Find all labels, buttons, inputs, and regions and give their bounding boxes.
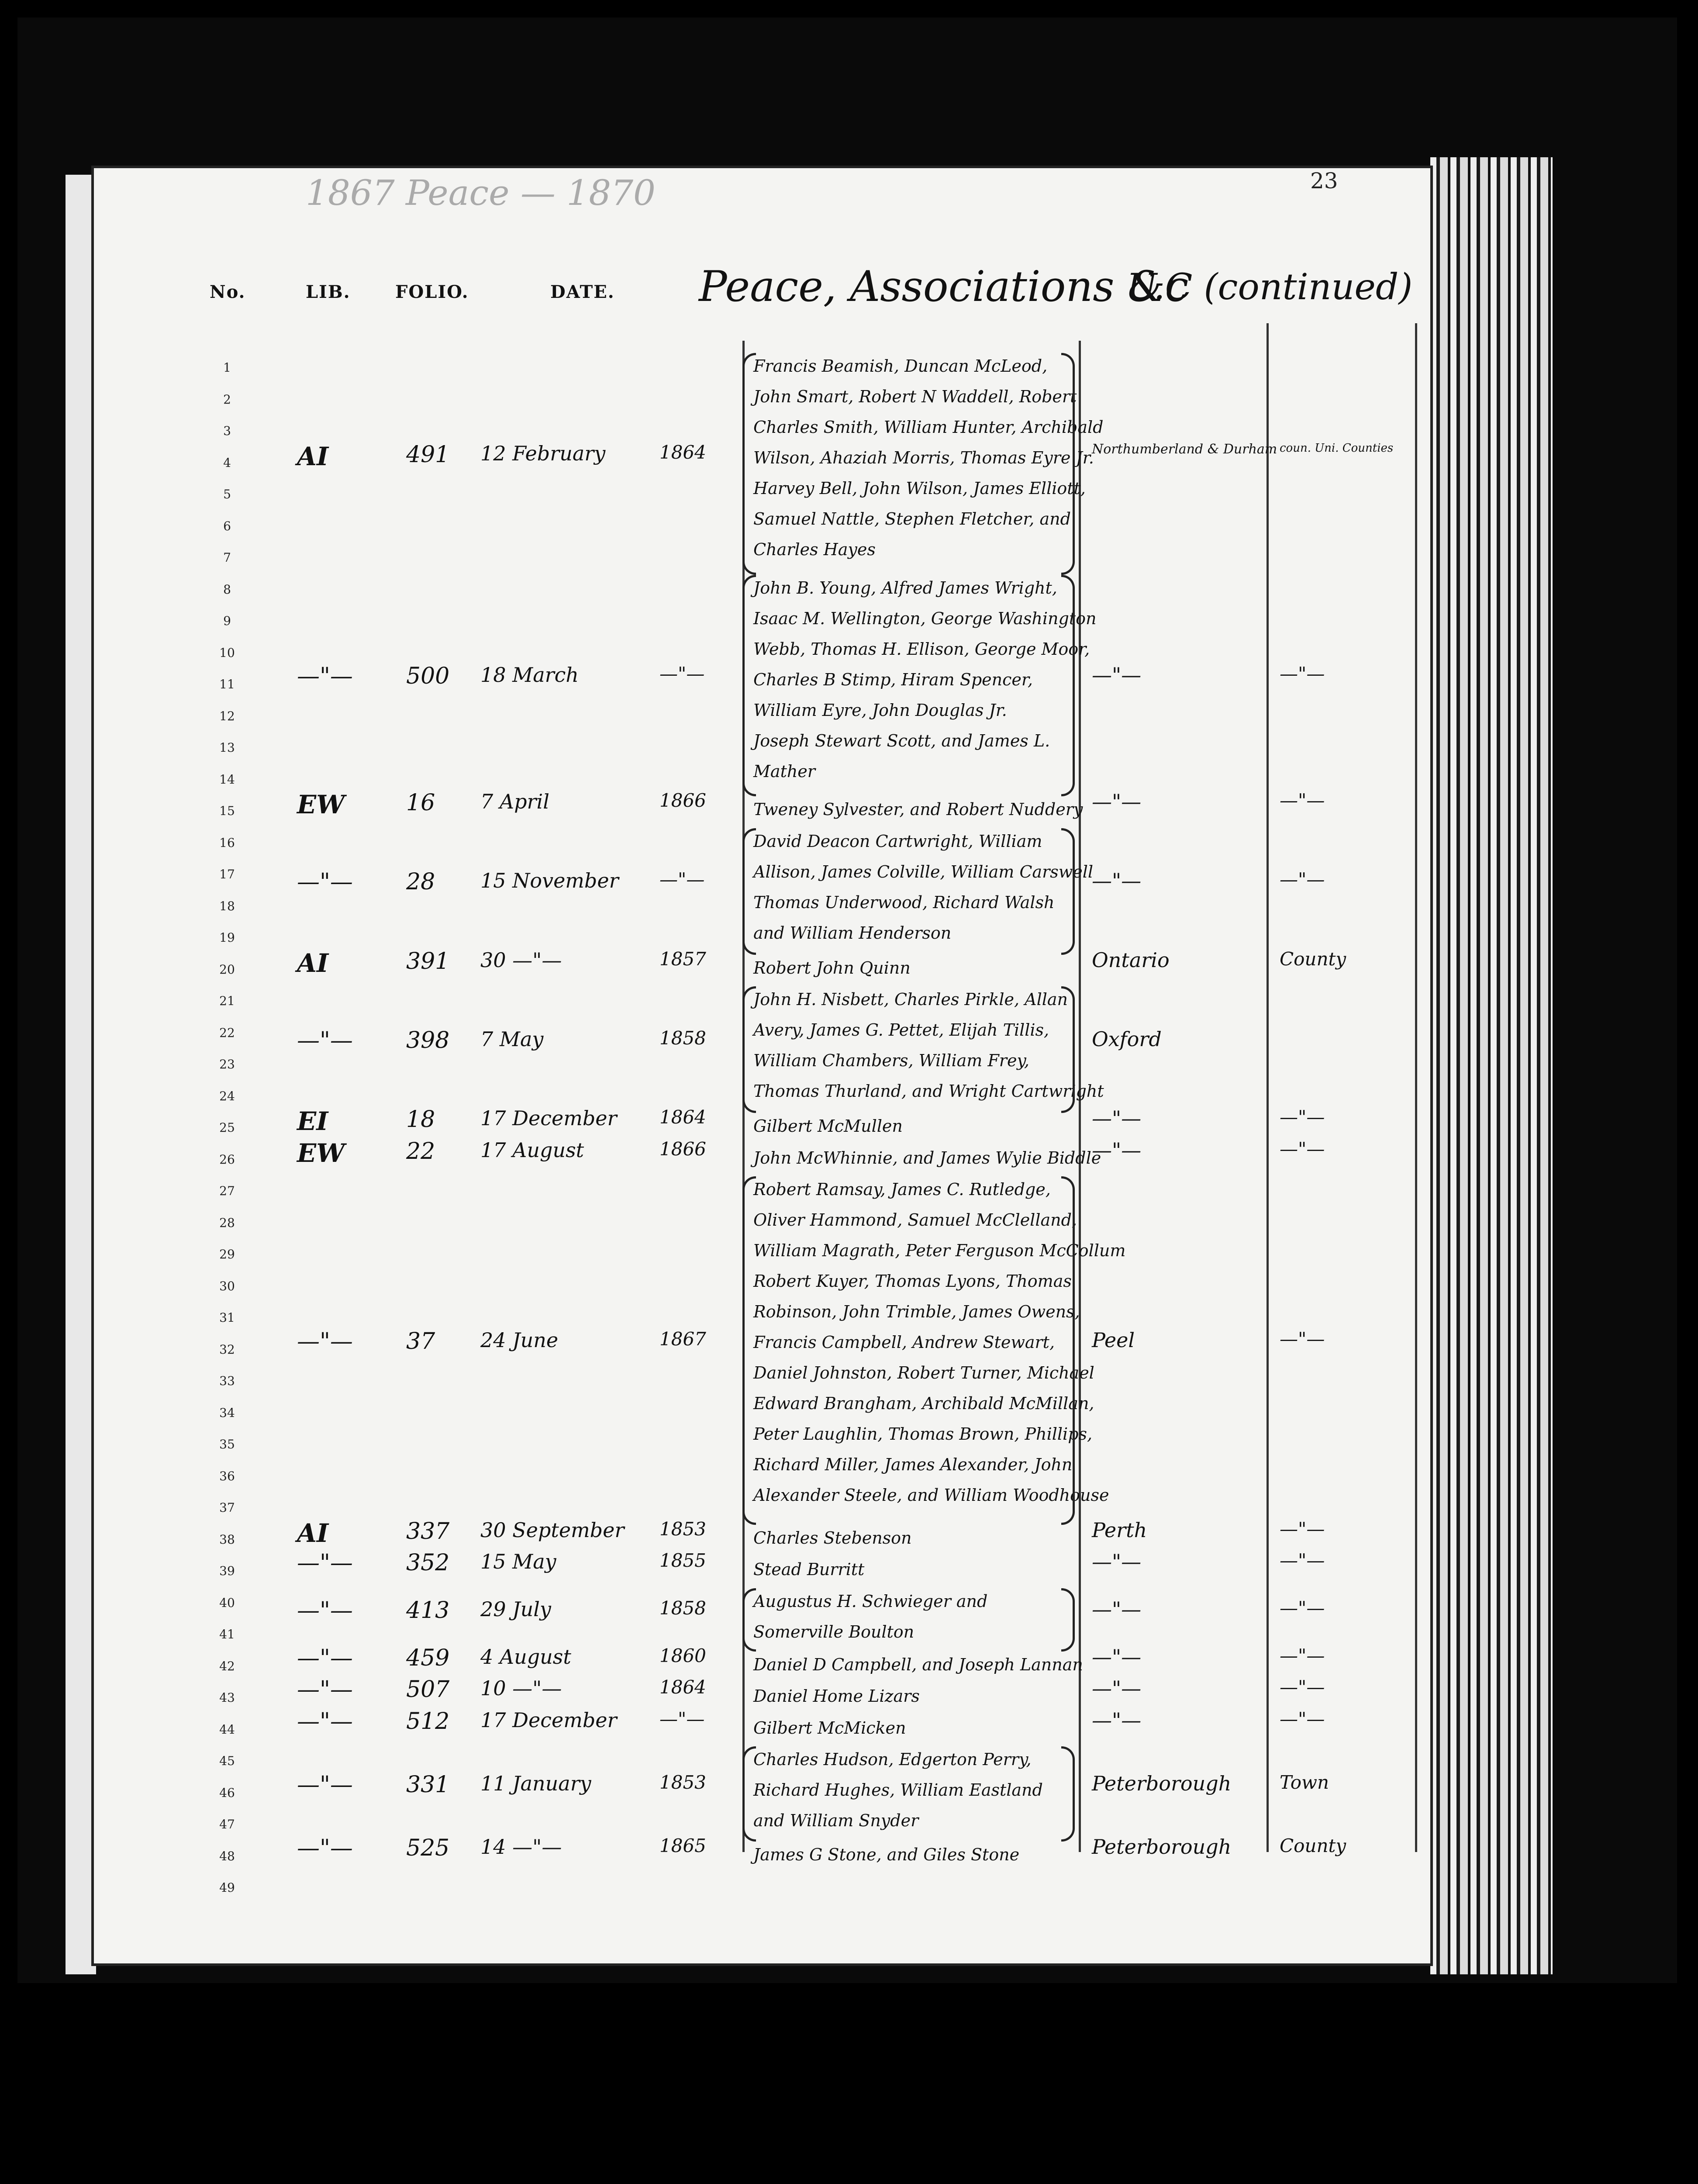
name-line: John H. Nisbett, Charles Pirkle, Allan bbox=[753, 990, 1068, 1009]
row-number: 11 bbox=[219, 677, 235, 691]
entry-date: 17 August bbox=[480, 1138, 584, 1162]
entry-date: 4 August bbox=[480, 1645, 571, 1669]
entry-county: Northumberland & Durham bbox=[1092, 441, 1277, 457]
entry-names bbox=[753, 1111, 903, 1141]
entry-county: —"— bbox=[1092, 1106, 1142, 1130]
entry-lib: —"— bbox=[297, 1597, 353, 1624]
row-number: 28 bbox=[219, 1215, 235, 1230]
name-line: Daniel Johnston, Robert Turner, Michael bbox=[753, 1363, 1094, 1382]
name-line: Francis Campbell, Andrew Stewart, bbox=[753, 1333, 1055, 1352]
row-number: 34 bbox=[219, 1405, 235, 1420]
entry-year: 1865 bbox=[659, 1835, 706, 1856]
row-number: 19 bbox=[219, 930, 235, 945]
entry-lib: —"— bbox=[297, 1708, 353, 1735]
name-line: Robert Kuyer, Thomas Lyons, Thomas bbox=[753, 1272, 1072, 1291]
entry-county: —"— bbox=[1092, 1676, 1142, 1700]
row-number: 23 bbox=[219, 1057, 235, 1071]
entry-lib: —"— bbox=[297, 1645, 353, 1671]
entry-folio: 352 bbox=[406, 1550, 450, 1576]
header-folio: FOLIO. bbox=[395, 282, 469, 302]
entry-year: 1853 bbox=[659, 1518, 706, 1540]
entry-type: —"— bbox=[1280, 790, 1325, 811]
entry-names bbox=[753, 1649, 1083, 1680]
name-line: Augustus H. Schwieger and bbox=[753, 1591, 988, 1611]
name-brace-left bbox=[742, 1176, 756, 1525]
entry-type: —"— bbox=[1280, 869, 1325, 891]
name-line: Thomas Thurland, and Wright Cartwright bbox=[753, 1082, 1104, 1101]
entry-names bbox=[753, 573, 1096, 787]
entry-folio: 18 bbox=[406, 1106, 435, 1133]
entry-year: 1855 bbox=[659, 1550, 706, 1571]
row-number: 15 bbox=[219, 804, 235, 818]
row-number: 1 bbox=[223, 360, 231, 375]
entry-county: —"— bbox=[1092, 663, 1142, 687]
name-line: Robinson, John Trimble, James Owens, bbox=[753, 1302, 1080, 1321]
name-line: Edward Brangham, Archibald McMillan, bbox=[753, 1394, 1094, 1413]
name-line: Daniel D Campbell, and Joseph Lannan bbox=[753, 1655, 1083, 1674]
entry-folio: 491 bbox=[406, 441, 450, 468]
name-brace-right bbox=[1061, 1588, 1075, 1652]
entry-lib: —"— bbox=[297, 1835, 353, 1861]
name-line: James G Stone, and Giles Stone bbox=[753, 1845, 1020, 1864]
name-line: William Magrath, Peter Ferguson McCollum bbox=[753, 1241, 1126, 1260]
header-no: No. bbox=[210, 282, 246, 302]
row-number: 30 bbox=[219, 1279, 235, 1293]
header-date: DATE. bbox=[550, 282, 615, 302]
row-number: 45 bbox=[219, 1754, 235, 1768]
entry-names bbox=[753, 1523, 912, 1553]
name-brace-left bbox=[742, 986, 756, 1113]
entry-county: —"— bbox=[1092, 1138, 1142, 1162]
entry-year: —"— bbox=[659, 663, 705, 684]
entry-folio: 22 bbox=[406, 1138, 435, 1165]
entry-type: County bbox=[1280, 1835, 1346, 1856]
entry-year: 1864 bbox=[659, 1106, 706, 1128]
row-number: 3 bbox=[223, 424, 231, 438]
name-line: Charles B Stimp, Hiram Spencer, bbox=[753, 670, 1033, 689]
entry-names bbox=[753, 1554, 864, 1585]
entry-year: —"— bbox=[659, 1708, 705, 1730]
pencil-note: 1867 Peace — 1870 bbox=[306, 173, 656, 213]
entry-lib: —"— bbox=[297, 1328, 353, 1355]
entry-year: 1853 bbox=[659, 1771, 706, 1793]
name-line: Gilbert McMicken bbox=[753, 1718, 906, 1738]
entry-names bbox=[753, 351, 1103, 565]
name-line: Charles Stebenson bbox=[753, 1528, 912, 1548]
entry-type: —"— bbox=[1280, 1518, 1325, 1540]
entry-date: 24 June bbox=[480, 1328, 559, 1352]
name-line: Charles Smith, William Hunter, Archibald bbox=[753, 418, 1104, 437]
row-number: 31 bbox=[219, 1310, 235, 1325]
entry-folio: 525 bbox=[406, 1835, 450, 1861]
entry-folio: 331 bbox=[406, 1771, 450, 1798]
entry-lib: —"— bbox=[297, 1550, 353, 1576]
entry-date: 7 May bbox=[480, 1027, 544, 1051]
row-number: 22 bbox=[219, 1025, 235, 1040]
row-number: 5 bbox=[223, 487, 231, 501]
row-number: 12 bbox=[219, 708, 235, 723]
entry-type: —"— bbox=[1280, 1106, 1325, 1128]
entry-county: Perth bbox=[1092, 1518, 1147, 1542]
row-number: 29 bbox=[219, 1247, 235, 1261]
entry-lib: —"— bbox=[297, 1771, 353, 1798]
row-number: 47 bbox=[219, 1817, 235, 1832]
entry-county: —"— bbox=[1092, 1597, 1142, 1621]
row-number: 32 bbox=[219, 1342, 235, 1357]
entry-folio: 16 bbox=[406, 790, 435, 816]
entry-county: —"— bbox=[1092, 1708, 1142, 1732]
row-number: 16 bbox=[219, 835, 235, 850]
entry-lib: EI bbox=[297, 1106, 328, 1136]
entry-year: 1866 bbox=[659, 790, 706, 811]
entry-county: —"— bbox=[1092, 869, 1142, 893]
entry-folio: 459 bbox=[406, 1645, 450, 1671]
name-line: William Eyre, John Douglas Jr. bbox=[753, 700, 1007, 720]
entry-year: 1857 bbox=[659, 948, 706, 970]
name-line: John Smart, Robert N Waddell, Robert bbox=[753, 387, 1077, 406]
entry-year: —"— bbox=[659, 869, 705, 891]
name-line: Francis Beamish, Duncan McLeod, bbox=[753, 356, 1048, 376]
name-line: Robert Ramsay, James C. Rutledge, bbox=[753, 1180, 1051, 1199]
row-number: 13 bbox=[219, 740, 235, 755]
name-brace-left bbox=[742, 575, 756, 797]
row-number: 14 bbox=[219, 772, 235, 787]
entry-folio: 512 bbox=[406, 1708, 450, 1735]
row-number: 42 bbox=[219, 1659, 235, 1673]
name-line: William Chambers, William Frey, bbox=[753, 1051, 1029, 1070]
entry-year: 1858 bbox=[659, 1027, 706, 1049]
entry-type: —"— bbox=[1280, 1550, 1325, 1571]
row-number: 39 bbox=[219, 1564, 235, 1578]
entry-names bbox=[753, 1143, 1101, 1173]
name-line: Peter Laughlin, Thomas Brown, Phillips, bbox=[753, 1424, 1093, 1444]
name-line: Samuel Nattle, Stephen Fletcher, and bbox=[753, 509, 1071, 529]
name-line: Stead Burritt bbox=[753, 1560, 865, 1579]
name-line: Richard Miller, James Alexander, John bbox=[753, 1455, 1073, 1474]
name-line: Tweney Sylvester, and Robert Nuddery bbox=[753, 800, 1083, 819]
entry-county: —"— bbox=[1092, 1645, 1142, 1669]
entry-folio: 28 bbox=[406, 869, 435, 895]
entry-names bbox=[753, 826, 1093, 948]
entry-folio: 500 bbox=[406, 663, 450, 689]
entry-names bbox=[753, 794, 1083, 825]
name-brace-left bbox=[742, 1746, 756, 1842]
entry-year: 1866 bbox=[659, 1138, 706, 1160]
name-line: Wilson, Ahaziah Morris, Thomas Eyre Jr. bbox=[753, 448, 1094, 467]
entry-county: Oxford bbox=[1092, 1027, 1162, 1051]
name-brace-right bbox=[1061, 353, 1075, 575]
name-line: Charles Hudson, Edgerton Perry, bbox=[753, 1750, 1032, 1769]
name-line: Mather bbox=[753, 761, 815, 781]
entry-type: coun. Uni. Counties bbox=[1280, 441, 1394, 455]
entry-county: Peel bbox=[1092, 1328, 1135, 1352]
entry-year: 1858 bbox=[659, 1597, 706, 1619]
name-line: Webb, Thomas H. Ellison, George Moor, bbox=[753, 639, 1090, 659]
page-number: 23 bbox=[1310, 168, 1338, 194]
entry-county: —"— bbox=[1092, 1550, 1142, 1573]
row-number: 49 bbox=[219, 1880, 235, 1895]
name-line: Richard Hughes, William Eastland bbox=[753, 1780, 1043, 1800]
entry-date: 29 July bbox=[480, 1597, 551, 1621]
row-number: 40 bbox=[219, 1595, 235, 1610]
column-rule bbox=[1415, 323, 1417, 1852]
entry-lib: EW bbox=[297, 790, 345, 819]
entry-names bbox=[753, 984, 1104, 1106]
name-line: Robert John Quinn bbox=[753, 958, 911, 978]
entry-date: 14 —"— bbox=[480, 1835, 562, 1859]
name-line: Charles Hayes bbox=[753, 540, 876, 559]
entry-type: —"— bbox=[1280, 1597, 1325, 1619]
entry-date: 12 February bbox=[480, 441, 606, 465]
row-number: 38 bbox=[219, 1532, 235, 1547]
entry-lib: AI bbox=[297, 948, 329, 978]
name-line: and William Henderson bbox=[753, 923, 952, 943]
entry-lib: —"— bbox=[297, 1027, 353, 1054]
row-number: 20 bbox=[219, 962, 235, 977]
entry-lib: —"— bbox=[297, 1676, 353, 1703]
row-number: 10 bbox=[219, 645, 235, 660]
name-line: Harvey Bell, John Wilson, James Elliott, bbox=[753, 479, 1086, 498]
entry-county: Peterborough bbox=[1092, 1835, 1232, 1859]
entry-year: 1867 bbox=[659, 1328, 706, 1350]
name-brace-right bbox=[1061, 1176, 1075, 1525]
entry-type: —"— bbox=[1280, 1645, 1325, 1666]
name-brace-right bbox=[1061, 986, 1075, 1113]
row-number: 27 bbox=[219, 1184, 235, 1198]
entry-year: 1864 bbox=[659, 1676, 706, 1698]
row-number: 46 bbox=[219, 1785, 235, 1800]
row-number: 44 bbox=[219, 1722, 235, 1737]
row-number: 25 bbox=[219, 1120, 235, 1135]
name-brace-right bbox=[1061, 828, 1075, 955]
row-number: 6 bbox=[223, 518, 231, 533]
name-line: Avery, James G. Pettet, Elijah Tillis, bbox=[753, 1020, 1049, 1040]
entry-county: Peterborough bbox=[1092, 1771, 1232, 1795]
entry-year: 1864 bbox=[659, 441, 706, 463]
entry-date: 11 January bbox=[480, 1771, 591, 1795]
entry-type: —"— bbox=[1280, 1138, 1325, 1160]
row-number: 2 bbox=[223, 392, 231, 407]
name-line: John McWhinnie, and James Wylie Biddle bbox=[753, 1148, 1101, 1168]
row-number: 43 bbox=[219, 1690, 235, 1705]
header-lib: LIB. bbox=[306, 282, 351, 302]
entry-folio: 413 bbox=[406, 1597, 450, 1624]
name-line: Allison, James Colville, William Carswell bbox=[753, 862, 1094, 881]
name-line: Alexander Steele, and William Woodhouse bbox=[753, 1486, 1109, 1505]
entry-lib: AI bbox=[297, 1518, 329, 1548]
entry-county: Ontario bbox=[1092, 948, 1170, 972]
row-number: 26 bbox=[219, 1152, 235, 1167]
entry-date: 18 March bbox=[480, 663, 579, 687]
entry-lib: —"— bbox=[297, 663, 353, 689]
name-line: Oliver Hammond, Samuel McClelland, bbox=[753, 1210, 1077, 1230]
entry-type: —"— bbox=[1280, 1328, 1325, 1350]
row-number: 35 bbox=[219, 1437, 235, 1451]
name-brace-left bbox=[742, 828, 756, 955]
row-number: 18 bbox=[219, 898, 235, 913]
row-number: 48 bbox=[219, 1849, 235, 1863]
entry-type: —"— bbox=[1280, 1708, 1325, 1730]
name-line: and William Snyder bbox=[753, 1811, 919, 1830]
name-line: John B. Young, Alfred James Wright, bbox=[753, 578, 1057, 598]
entry-names bbox=[753, 1586, 987, 1647]
name-line: Gilbert McMullen bbox=[753, 1116, 903, 1136]
column-rule bbox=[1267, 323, 1269, 1852]
entry-names bbox=[753, 1681, 920, 1711]
entry-date: 30 September bbox=[480, 1518, 625, 1542]
name-line: Daniel Home Lizars bbox=[753, 1686, 920, 1706]
entry-folio: 37 bbox=[406, 1328, 435, 1355]
entry-date: 30 —"— bbox=[480, 948, 562, 972]
row-number: 41 bbox=[219, 1627, 235, 1641]
entry-year: 1860 bbox=[659, 1645, 706, 1666]
page-left-edge bbox=[66, 175, 96, 1974]
entry-date: 15 May bbox=[480, 1550, 556, 1573]
row-number: 9 bbox=[223, 614, 231, 628]
entry-folio: 337 bbox=[406, 1518, 450, 1545]
entry-type: —"— bbox=[1280, 663, 1325, 684]
row-number: 8 bbox=[223, 582, 231, 597]
name-line: Somerville Boulton bbox=[753, 1622, 915, 1641]
entry-lib: —"— bbox=[297, 869, 353, 895]
entry-folio: 398 bbox=[406, 1027, 450, 1054]
entry-date: 7 April bbox=[480, 790, 549, 813]
name-line: Thomas Underwood, Richard Walsh bbox=[753, 892, 1055, 912]
row-number: 7 bbox=[223, 550, 231, 565]
entry-names bbox=[753, 953, 911, 983]
entry-type: Town bbox=[1280, 1771, 1329, 1793]
entry-folio: 391 bbox=[406, 948, 450, 975]
name-brace-left bbox=[742, 1588, 756, 1652]
entry-date: 17 December bbox=[480, 1708, 617, 1732]
row-number: 21 bbox=[219, 994, 235, 1008]
entry-names bbox=[753, 1839, 1019, 1870]
entry-date: 15 November bbox=[480, 869, 619, 893]
entry-lib: EW bbox=[297, 1138, 345, 1168]
name-line: Isaac M. Wellington, George Washington bbox=[753, 608, 1097, 628]
name-brace-right bbox=[1061, 575, 1075, 797]
entry-type: County bbox=[1280, 948, 1346, 970]
page-title-province: U.C (continued) bbox=[1127, 266, 1413, 308]
name-line: Joseph Stewart Scott, and James L. bbox=[753, 731, 1050, 750]
entry-type: —"— bbox=[1280, 1676, 1325, 1698]
page-title: Peace, Associations &c bbox=[699, 262, 1189, 311]
row-number: 37 bbox=[219, 1500, 235, 1515]
entry-names bbox=[753, 1713, 906, 1743]
book-page-edges bbox=[1430, 157, 1553, 1974]
entry-date: 10 —"— bbox=[480, 1676, 562, 1700]
row-number: 36 bbox=[219, 1469, 235, 1483]
entry-lib: AI bbox=[297, 441, 329, 471]
row-number: 33 bbox=[219, 1374, 235, 1388]
name-line: David Deacon Cartwright, William bbox=[753, 831, 1042, 851]
row-number: 4 bbox=[223, 455, 231, 470]
entry-names bbox=[753, 1744, 1043, 1836]
entry-date: 17 December bbox=[480, 1106, 617, 1130]
name-brace-left bbox=[742, 353, 756, 575]
entry-folio: 507 bbox=[406, 1676, 450, 1703]
row-number: 24 bbox=[219, 1089, 235, 1103]
entry-county: —"— bbox=[1092, 790, 1142, 813]
row-number: 17 bbox=[219, 867, 235, 881]
name-brace-right bbox=[1061, 1746, 1075, 1842]
